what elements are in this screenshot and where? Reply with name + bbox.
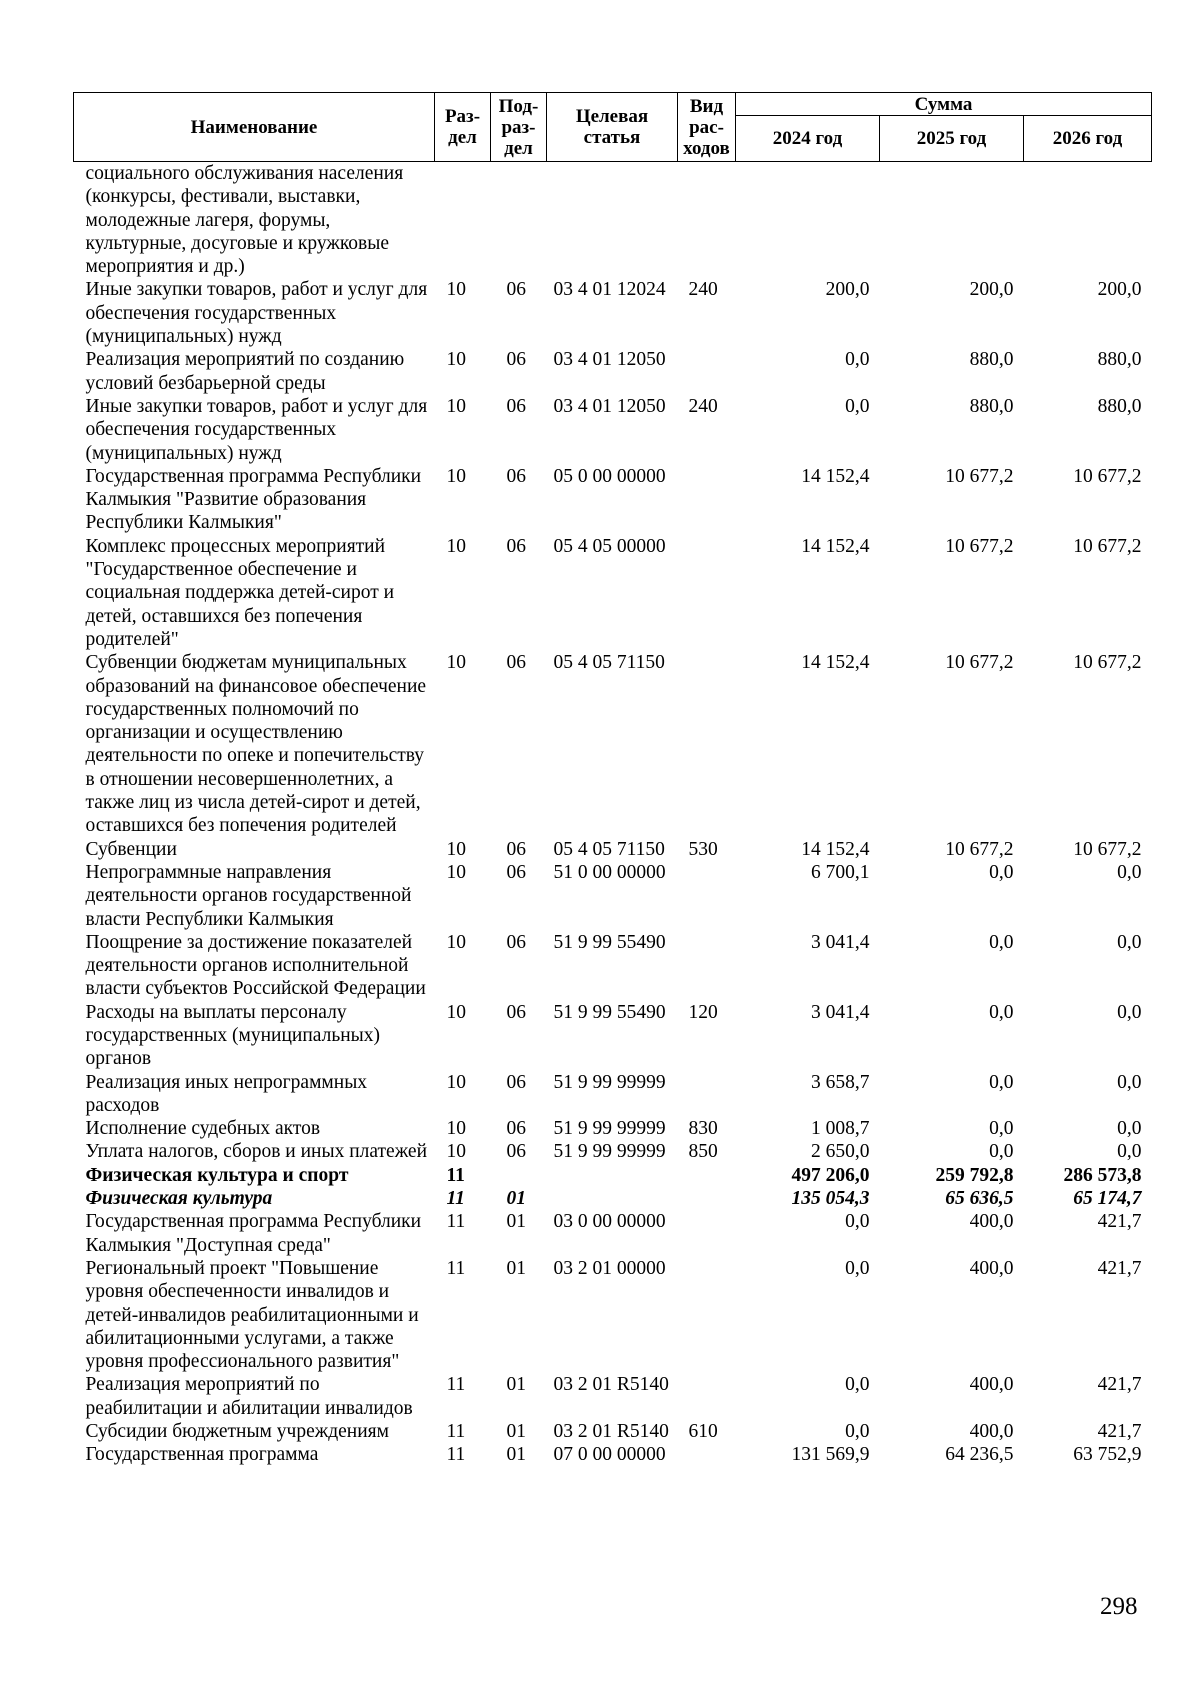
cell-vid [678,1164,736,1187]
cell-name: Субвенции [85,838,177,860]
table-row [74,1210,1152,1257]
cell-statya: 51 9 99 55490 [553,931,666,953]
cell-statya: 03 0 00 00000 [553,1211,666,1233]
cell-vid: 850 [688,1141,718,1163]
cell-podrazdel: 06 [506,652,526,674]
cell-vid: 830 [688,1118,718,1140]
cell-2024: 3 041,4 [811,1001,870,1023]
cell-name: Исполнение судебных актов [85,1118,321,1140]
table-row [74,162,1152,279]
table-row [74,278,1152,348]
cell-2026: 200,0 [1097,279,1142,301]
cell-name: Государственная программа [85,1444,319,1466]
cell-2024: 3 041,4 [811,931,870,953]
cell-2024: 0,0 [845,349,870,371]
table-row [74,1373,1152,1420]
cell-2026: 880,0 [1097,395,1142,417]
cell-vid: 530 [688,838,718,860]
cell-2024: 14 152,4 [801,535,870,557]
cell-vid [678,931,736,1001]
cell-vid: 610 [688,1421,718,1443]
cell-name: Уплата налогов, сборов и иных платежей [85,1141,428,1163]
cell-razdel: 11 [446,1374,466,1396]
cell-2026: 286 573,8 [1063,1164,1142,1186]
cell-podrazdel: 01 [506,1374,526,1396]
cell-vid [678,651,736,837]
cell-2026: 0,0 [1117,861,1142,883]
cell-statya: 03 4 01 12050 [553,395,666,417]
cell-razdel: 10 [446,1141,466,1163]
cell-vid [678,1373,736,1420]
cell-2026: 0,0 [1117,931,1142,953]
cell-razdel: 10 [446,535,466,557]
cell-razdel: 11 [446,1421,466,1443]
cell-vid [678,1187,736,1210]
cell-2025: 10 677,2 [945,652,1014,674]
cell-podrazdel: 06 [506,395,526,417]
table-row [74,1140,1152,1163]
header-statya: Целевая статья [547,93,678,162]
cell-2024: 6 700,1 [811,861,870,883]
cell-podrazdel: 06 [506,1001,526,1023]
cell-razdel: 10 [446,861,466,883]
cell-vid: 240 [688,395,718,417]
cell-statya: 03 4 01 12024 [553,279,666,301]
cell-2024: 135 054,3 [791,1188,870,1210]
cell-razdel: 10 [446,465,466,487]
cell-2024: 0,0 [845,1211,870,1233]
cell-statya [547,162,678,279]
cell-2025: 10 677,2 [945,535,1014,557]
table-row [74,1420,1152,1443]
cell-podrazdel: 06 [506,349,526,371]
cell-2024: 3 658,7 [811,1071,870,1093]
cell-statya: 03 2 01 R5140 [553,1421,669,1443]
cell-2024: 0,0 [845,395,870,417]
cell-2025: 200,0 [969,279,1014,301]
table-row [74,1187,1152,1210]
cell-2026: 0,0 [1117,1118,1142,1140]
cell-2025: 880,0 [969,395,1014,417]
cell-vid [678,1210,736,1257]
budget-table-page [73,92,1151,1467]
cell-razdel: 10 [446,395,466,417]
cell-2024: 2 650,0 [811,1141,870,1163]
cell-statya [547,1164,678,1187]
cell-name: Субсидии бюджетным учреждениям [85,1421,389,1443]
cell-2026 [1024,162,1152,279]
cell-razdel: 10 [446,838,466,860]
cell-2025: 0,0 [989,861,1014,883]
table-row [74,931,1152,1001]
cell-razdel: 11 [446,1188,465,1210]
cell-podrazdel: 01 [506,1444,526,1466]
cell-2025: 65 636,5 [945,1188,1014,1210]
cell-name: Государственная программа Республики Калмыкия "Доступная среда" [85,1211,422,1256]
cell-2026: 0,0 [1117,1071,1142,1093]
cell-statya: 05 4 05 71150 [553,652,665,674]
cell-podrazdel: 06 [506,1071,526,1093]
cell-name: Иные закупки товаров, работ и услуг для обеспечения государственных (муниципальных) нужд [85,279,428,348]
header-podrazdel: Под- раз- дел [491,93,547,162]
header-razdel: Раз- дел [435,93,491,162]
cell-razdel: 10 [446,1071,466,1093]
cell-2025: 10 677,2 [945,838,1014,860]
cell-vid [678,861,736,931]
cell-name: Комплекс процессных мероприятий "Государственное обеспечение и социальная поддержка детей-сирот и детей, оставшихся без попечения родителей" [85,535,395,650]
table-row [74,861,1152,931]
cell-2026: 63 752,9 [1073,1444,1142,1466]
page-number: 298 [1100,1593,1138,1620]
table-row [74,395,1152,465]
table-row [74,1001,1152,1071]
cell-statya: 51 9 99 99999 [553,1141,666,1163]
cell-vid [678,1257,736,1373]
cell-statya: 51 9 99 55490 [553,1001,666,1023]
cell-podrazdel: 06 [506,861,526,883]
cell-name: Физическая культура [85,1188,273,1210]
cell-2025: 0,0 [989,1141,1014,1163]
cell-razdel: 11 [446,1164,465,1186]
header-year-2026: 2026 год [1024,116,1152,162]
header-vid: Вид рас- ходов [678,93,736,162]
cell-2024: 497 206,0 [791,1164,870,1186]
cell-2026: 10 677,2 [1073,535,1142,557]
cell-statya: 03 4 01 12050 [553,349,666,371]
cell-2024: 0,0 [845,1257,870,1279]
cell-2024: 0,0 [845,1374,870,1396]
cell-statya: 51 9 99 99999 [553,1118,666,1140]
cell-razdel: 11 [446,1211,466,1233]
cell-name: Реализация иных непрограммных расходов [85,1071,368,1116]
cell-2025: 880,0 [969,349,1014,371]
cell-name: Региональный проект "Повышение уровня обеспеченности инвалидов и детей-инвалидов реабилитационными и абилитационными услугами, а также уровня профессионального развития" [85,1257,419,1373]
table-row [74,348,1152,395]
cell-2025: 400,0 [969,1211,1014,1233]
cell-podrazdel: 01 [506,1421,526,1443]
cell-2026: 421,7 [1097,1211,1142,1233]
cell-podrazdel [491,1164,547,1187]
cell-statya: 03 2 01 00000 [553,1257,666,1279]
table-row [74,1117,1152,1140]
cell-2025: 400,0 [969,1421,1014,1443]
cell-2024: 0,0 [845,1421,870,1443]
cell-podrazdel: 06 [506,1141,526,1163]
header-summa: Сумма [736,93,1152,116]
cell-name: Непрограммные направления деятельности органов государственной власти Республики Калмыкия [85,861,412,930]
cell-2026: 421,7 [1097,1257,1142,1279]
cell-2026: 880,0 [1097,349,1142,371]
cell-razdel: 11 [446,1444,466,1466]
cell-2025: 400,0 [969,1257,1014,1279]
cell-2026: 421,7 [1097,1374,1142,1396]
table-row [74,838,1152,861]
cell-podrazdel: 06 [506,1118,526,1140]
cell-2025: 0,0 [989,1118,1014,1140]
cell-2026: 10 677,2 [1073,652,1142,674]
cell-statya [547,1187,678,1210]
cell-vid [678,1071,736,1118]
cell-2026: 10 677,2 [1073,465,1142,487]
cell-name: Иные закупки товаров, работ и услуг для обеспечения государственных (муниципальных) нужд [85,395,428,464]
cell-vid [678,162,736,279]
table-body [74,162,1152,1467]
cell-name: Расходы на выплаты персоналу государственных (муниципальных) органов [85,1001,381,1070]
cell-2025: 259 792,8 [935,1164,1014,1186]
cell-2024 [736,162,880,279]
cell-vid [678,465,736,535]
cell-2025 [880,162,1024,279]
cell-2026: 421,7 [1097,1421,1142,1443]
cell-2024: 14 152,4 [801,465,870,487]
cell-podrazdel: 01 [506,1188,526,1210]
header-year-2024: 2024 год [736,116,880,162]
cell-razdel: 10 [446,652,466,674]
cell-statya: 03 2 01 R5140 [553,1374,669,1396]
table-row [74,1071,1152,1118]
cell-podrazdel [491,162,547,279]
cell-statya: 05 4 05 00000 [553,535,666,557]
cell-name: Физическая культура и спорт [85,1164,349,1186]
cell-2025: 10 677,2 [945,465,1014,487]
cell-podrazdel: 06 [506,279,526,301]
cell-podrazdel: 01 [506,1257,526,1279]
cell-2024: 14 152,4 [801,652,870,674]
cell-2025: 64 236,5 [945,1444,1014,1466]
header-name: Наименование [74,93,435,162]
cell-statya: 51 9 99 99999 [553,1071,666,1093]
cell-razdel: 10 [446,349,466,371]
table-row [74,1164,1152,1187]
cell-statya: 07 0 00 00000 [553,1444,666,1466]
cell-statya: 05 0 00 00000 [553,465,666,487]
table-row [74,535,1152,651]
header-year-2025: 2025 год [880,116,1024,162]
cell-statya: 51 0 00 00000 [553,861,666,883]
cell-podrazdel: 06 [506,931,526,953]
cell-razdel: 10 [446,931,466,953]
cell-vid: 240 [688,279,718,301]
cell-razdel: 11 [446,1257,466,1279]
cell-name: социального обслуживания населения (конкурсы, фестивали, выставки, молодежные лагеря, форумы, культурные, досуговые и кружковые мероприятия и др.) [85,163,404,278]
cell-2025: 0,0 [989,1071,1014,1093]
table-row [74,465,1152,535]
cell-name: Поощрение за достижение показателей деятельности органов исполнительной власти субъектов Российской Федерации [85,931,426,1000]
cell-vid [678,1443,736,1466]
cell-2024: 1 008,7 [811,1118,870,1140]
cell-razdel: 10 [446,1118,466,1140]
budget-table [73,92,1152,1467]
table-row [74,651,1152,837]
cell-2026: 65 174,7 [1073,1188,1142,1210]
cell-2026: 0,0 [1117,1001,1142,1023]
cell-2025: 0,0 [989,1001,1014,1023]
cell-name: Реализация мероприятий по созданию условий безбарьерной среды [85,349,405,394]
cell-name: Реализация мероприятий по реабилитации и абилитации инвалидов [85,1374,413,1419]
cell-statya: 05 4 05 71150 [553,838,665,860]
cell-podrazdel: 06 [506,465,526,487]
cell-2024: 14 152,4 [801,838,870,860]
cell-vid [678,535,736,651]
cell-name: Субвенции бюджетам муниципальных образований на финансовое обеспечение государственных полномочий по организации и осуществлению деятельности по опеке и попечительству в отношении несовершеннолетних, а также лиц из числа детей-сирот и детей, оставшихся без попечения родителей [85,652,427,837]
cell-vid: 120 [688,1001,718,1023]
table-header [74,93,1152,162]
cell-2026: 0,0 [1117,1141,1142,1163]
cell-razdel: 10 [446,279,466,301]
cell-2024: 200,0 [825,279,870,301]
cell-podrazdel: 06 [506,838,526,860]
cell-2025: 0,0 [989,931,1014,953]
cell-razdel [435,162,491,279]
cell-podrazdel: 01 [506,1211,526,1233]
cell-vid [678,348,736,395]
cell-name: Государственная программа Республики Калмыкия "Развитие образования Республики Калмыкия" [85,465,422,534]
cell-podrazdel: 06 [506,535,526,557]
cell-2026: 10 677,2 [1073,838,1142,860]
cell-2024: 131 569,9 [791,1444,870,1466]
cell-2025: 400,0 [969,1374,1014,1396]
table-row [74,1257,1152,1373]
cell-razdel: 10 [446,1001,466,1023]
table-row [74,1443,1152,1466]
